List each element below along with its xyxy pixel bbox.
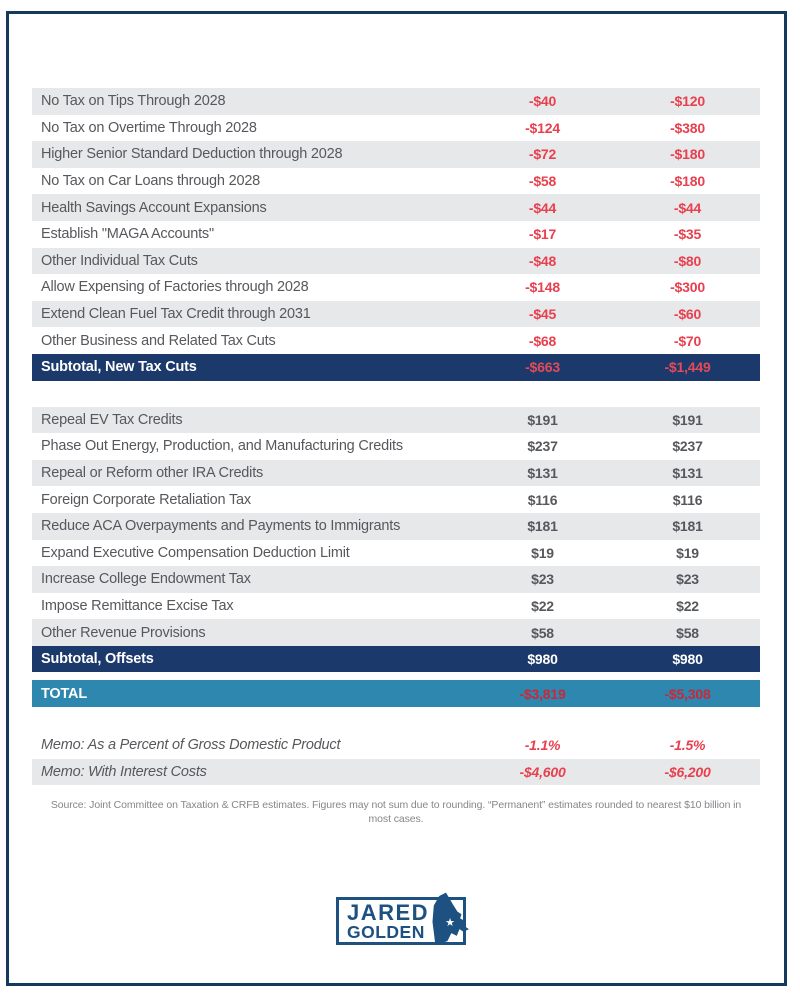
logo-name-last: GOLDEN <box>347 922 425 942</box>
table-row <box>32 566 760 593</box>
row-value-1: -$45 <box>528 306 557 323</box>
row-label: Expand Executive Compensation Deduction Limit <box>41 544 350 561</box>
table-row <box>32 433 760 460</box>
row-label: Extend Clean Fuel Tax Credit through 2031 <box>41 306 311 323</box>
row-value-2: -$60 <box>673 306 702 323</box>
total-row <box>32 680 760 707</box>
row-label: Subtotal, New Tax Cuts <box>41 359 197 376</box>
row-value-1: -$68 <box>528 332 557 349</box>
table-row <box>32 460 760 487</box>
row-value-2: $23 <box>676 571 699 588</box>
row-value-2: -$6,200 <box>664 763 711 780</box>
row-value-2: $191 <box>672 411 703 428</box>
row-value-2: $237 <box>672 438 703 455</box>
row-value-2: $116 <box>672 491 703 508</box>
row-value-1: -$3,819 <box>519 685 566 702</box>
row-value-1: -$72 <box>528 146 557 163</box>
row-value-1: -$58 <box>528 173 557 190</box>
table-row <box>32 88 760 115</box>
row-value-1: -$40 <box>528 93 557 110</box>
row-label: Repeal or Reform other IRA Credits <box>41 465 264 482</box>
row-value-2: $19 <box>676 544 699 561</box>
table-row <box>32 115 760 142</box>
table-row <box>32 221 760 248</box>
row-value-1: -$44 <box>528 199 557 216</box>
row-value-2: -$35 <box>673 226 702 243</box>
memo-gap <box>32 707 760 732</box>
row-value-2: $22 <box>676 597 699 614</box>
table-row <box>32 141 760 168</box>
row-value-1: $19 <box>531 544 554 561</box>
table-row <box>32 194 760 221</box>
row-label: Other Business and Related Tax Cuts <box>41 332 276 349</box>
row-value-2: -1.5% <box>669 737 706 754</box>
row-label: Subtotal, Offsets <box>41 651 154 668</box>
table-row <box>32 301 760 328</box>
row-value-1: -$124 <box>525 119 560 136</box>
row-value-1: $181 <box>527 518 558 535</box>
row-label: Memo: With Interest Costs <box>41 763 207 780</box>
total-gap <box>32 672 760 680</box>
table-row <box>32 593 760 620</box>
row-label: Reduce ACA Overpayments and Payments to Immigrants <box>41 518 401 535</box>
row-label: No Tax on Tips Through 2028 <box>41 93 226 110</box>
row-label: No Tax on Car Loans through 2028 <box>41 173 261 190</box>
row-label: Health Savings Account Expansions <box>41 199 267 216</box>
row-value-2: -$120 <box>670 93 705 110</box>
row-label: Higher Senior Standard Deduction through 2028 <box>41 146 343 163</box>
row-label: Allow Expensing of Factories through 2028 <box>41 279 309 296</box>
row-value-2: -$5,308 <box>664 685 711 702</box>
table-row <box>32 248 760 275</box>
memo-row <box>32 759 760 786</box>
row-value-1: $131 <box>527 465 558 482</box>
row-value-1: -$4,600 <box>519 763 566 780</box>
logo-text <box>347 902 429 941</box>
row-value-2: -$300 <box>670 279 705 296</box>
row-value-1: $116 <box>527 491 558 508</box>
row-value-1: $191 <box>527 411 558 428</box>
row-value-1: $58 <box>531 624 554 641</box>
row-label: Memo: As a Percent of Gross Domestic Product <box>41 737 341 754</box>
table-row <box>32 540 760 567</box>
table-row <box>32 407 760 434</box>
memo-section <box>32 732 760 785</box>
jared-golden-logo <box>336 897 466 945</box>
row-label: Other Revenue Provisions <box>41 624 206 641</box>
row-label: Repeal EV Tax Credits <box>41 411 183 428</box>
section-gap <box>32 381 760 407</box>
logo-name-first: JARED <box>347 900 430 925</box>
star-icon: ★ <box>445 917 455 929</box>
row-value-1: -1.1% <box>524 737 561 754</box>
budget-table <box>32 88 760 827</box>
row-label: Foreign Corporate Retaliation Tax <box>41 491 251 508</box>
row-value-1: $22 <box>531 597 554 614</box>
table-row <box>32 168 760 195</box>
row-label: No Tax on Overtime Through 2028 <box>41 119 257 136</box>
offsets-section <box>32 407 760 673</box>
row-value-1: -$17 <box>528 226 557 243</box>
row-label: Phase Out Energy, Production, and Manufacturing Credits <box>41 438 403 455</box>
row-label: Impose Remittance Excise Tax <box>41 597 234 614</box>
table-row <box>32 619 760 646</box>
row-value-2: -$380 <box>670 119 705 136</box>
row-value-2: $131 <box>672 465 703 482</box>
row-value-1: $23 <box>531 571 554 588</box>
row-value-1: $980 <box>527 651 558 668</box>
row-value-2: -$1,449 <box>664 359 711 376</box>
table-row <box>32 513 760 540</box>
tax-cuts-section <box>32 88 760 381</box>
memo-row <box>32 732 760 759</box>
row-value-2: -$80 <box>673 252 702 269</box>
row-label: Other Individual Tax Cuts <box>41 252 198 269</box>
row-value-1: -$48 <box>528 252 557 269</box>
table-row <box>32 327 760 354</box>
row-value-2: $181 <box>672 518 703 535</box>
row-label: Increase College Endowment Tax <box>41 571 251 588</box>
row-value-2: $58 <box>676 624 699 641</box>
row-value-1: $237 <box>527 438 558 455</box>
row-value-2: -$180 <box>670 146 705 163</box>
subtotal-row <box>32 354 760 381</box>
row-value-1: -$663 <box>525 359 560 376</box>
row-label: Establish "MAGA Accounts" <box>41 226 214 243</box>
row-label: TOTAL <box>41 685 87 702</box>
row-value-1: -$148 <box>525 279 560 296</box>
row-value-2: -$44 <box>673 199 702 216</box>
source-note: Source: Joint Committee on Taxation & CRFB estimates. Figures may not sum due to rounding. “Permanent” estimates rounded to nearest $10 billion in most cases. <box>50 799 742 826</box>
table-row <box>32 274 760 301</box>
row-value-2: -$180 <box>670 173 705 190</box>
row-value-2: $980 <box>672 651 703 668</box>
table-row <box>32 486 760 513</box>
row-value-2: -$70 <box>673 332 702 349</box>
subtotal-row <box>32 646 760 673</box>
